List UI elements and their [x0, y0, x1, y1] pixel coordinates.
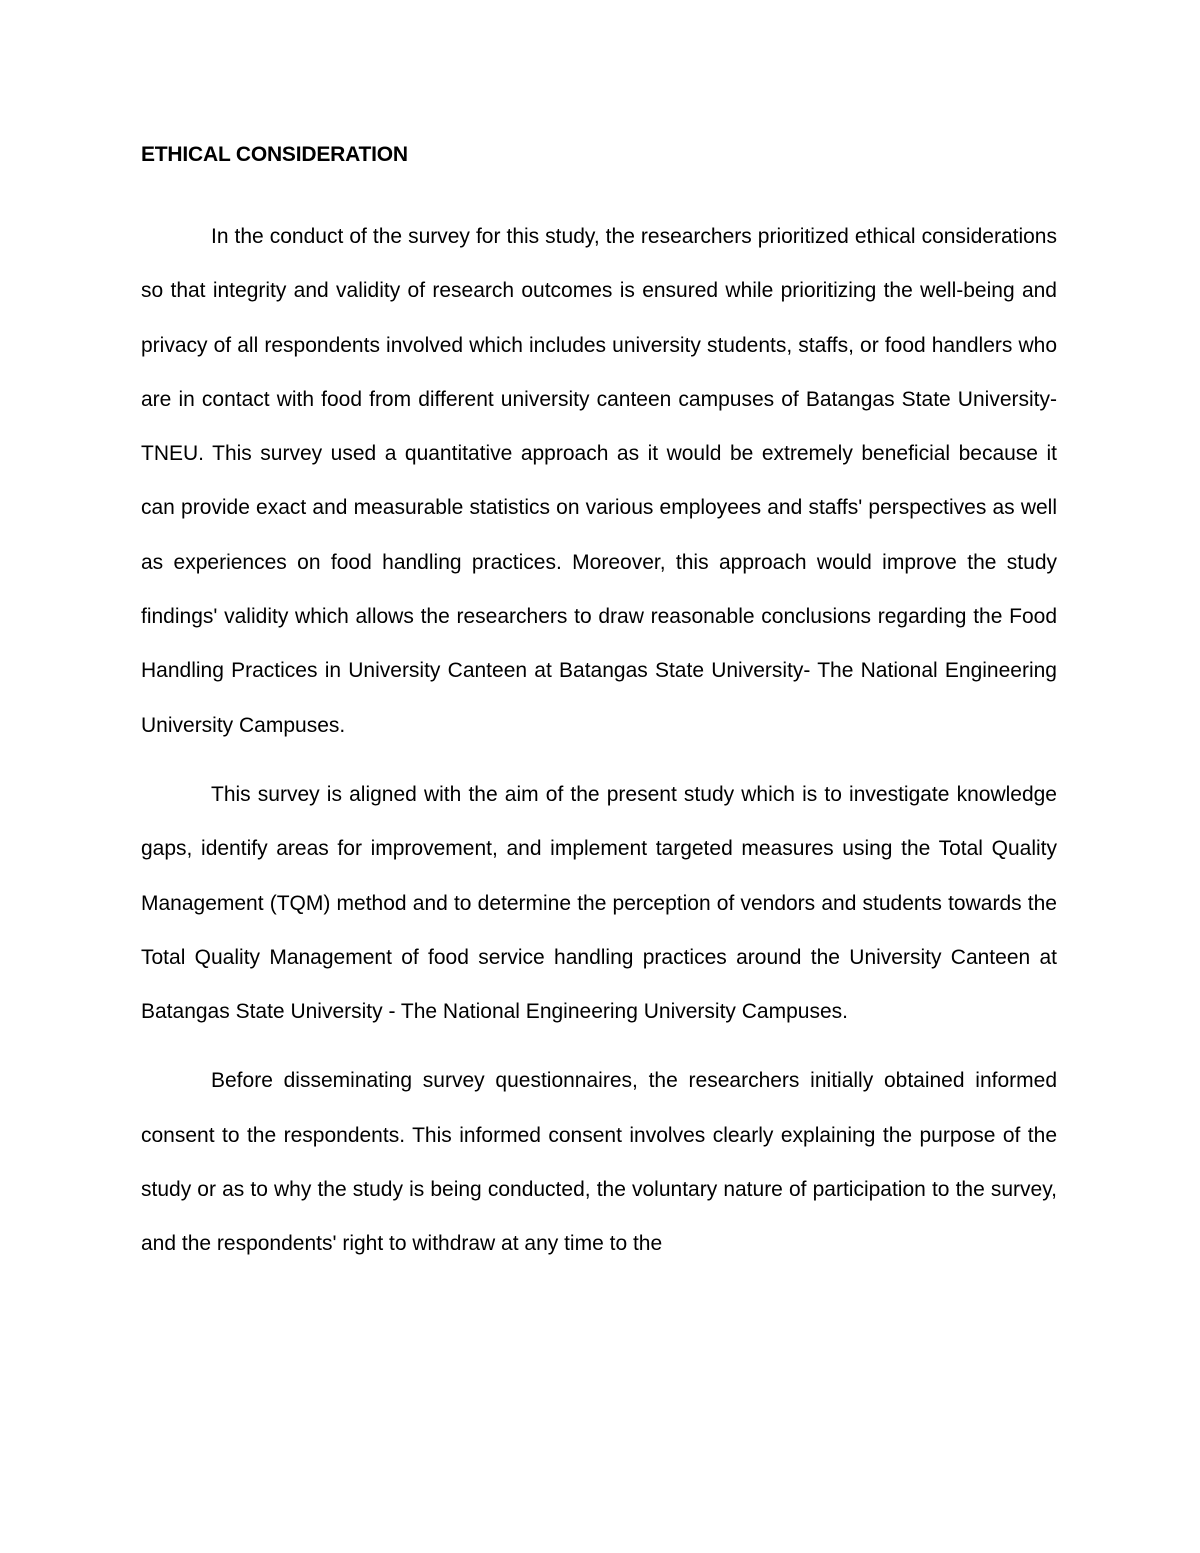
section-heading: ETHICAL CONSIDERATION	[141, 143, 408, 166]
paragraph-1: In the conduct of the survey for this study, the researchers prioritized ethical considerations so that integrity and validity of research outcomes is ensured while prioritizing the well-being and privacy of all respondents involved which includes university students, staffs, or food handlers who are in contact with food from different university canteen campuses of Batangas State University-TNEU. This survey used a quantitative approach as it would be extremely beneficial because it can provide exact and measurable statistics on various employees and staffs' perspectives as well as experiences on food handling practices. Moreover, this approach would improve the study findings' validity which allows the researchers to draw reasonable conclusions regarding the Food Handling Practices in University Canteen at Batangas State University- The National Engineering University Campuses.	[141, 225, 1057, 737]
document-body	[141, 140, 1057, 1287]
paragraph-3: Before disseminating survey questionnaires, the researchers initially obtained informed consent to the respondents. This informed consent involves clearly explaining the purpose of the study or as to why the study is being conducted, the voluntary nature of participation to the survey, and the respondents' right to withdraw at any time to the	[141, 1069, 1057, 1256]
paragraph-2: This survey is aligned with the aim of the present study which is to investigate knowledge gaps, identify areas for improvement, and implement targeted measures using the Total Quality Management (TQM) method and to determine the perception of vendors and students towards the Total Quality Management of food service handling practices around the University Canteen at Batangas State University - The National Engineering University Campuses.	[141, 782, 1057, 1024]
